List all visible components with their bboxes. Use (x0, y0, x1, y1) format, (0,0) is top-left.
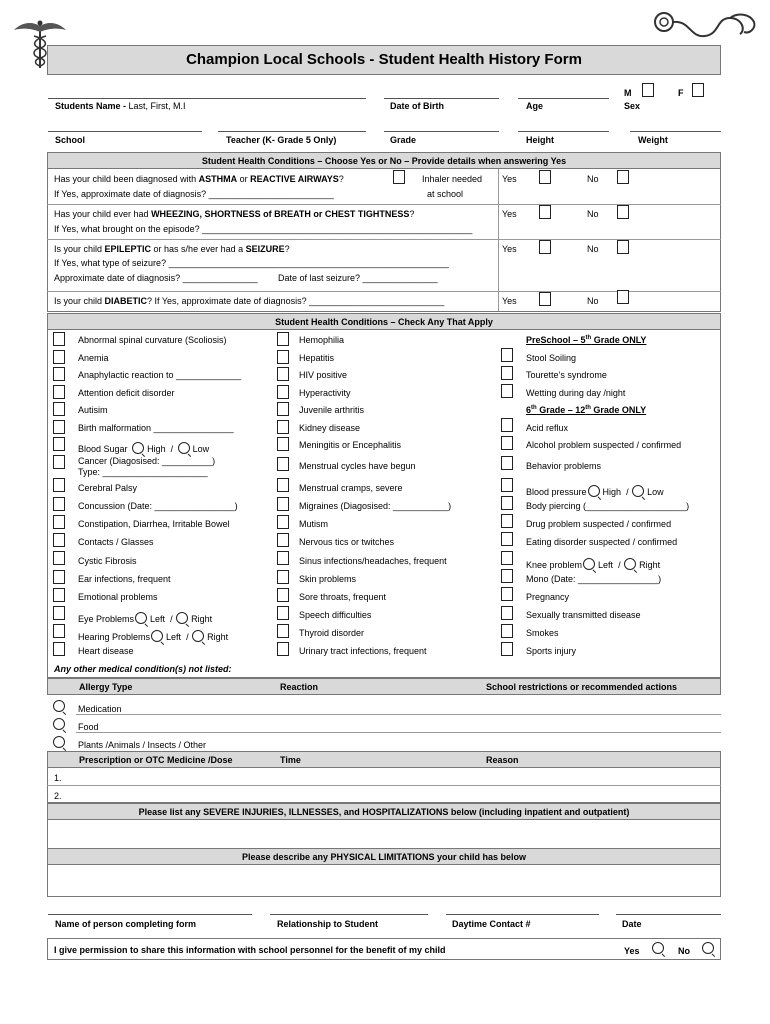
asthma-question: Has your child been diagnosed with ASTHMA or REACTIVE AIRWAYS? (54, 174, 344, 184)
date-label: Date (622, 919, 642, 929)
condition-label: Skin problems (299, 574, 357, 584)
condition-checkbox[interactable] (501, 642, 513, 656)
condition-label: Meningitis or Encephalitis (299, 440, 402, 450)
height-field[interactable] (518, 131, 609, 132)
weight-label: Weight (638, 135, 668, 145)
blood-pressure-row: Blood pressure High / Low (526, 487, 664, 497)
asthma-yes-label: Yes (502, 174, 517, 184)
medicine-row-2[interactable]: 2. (54, 791, 62, 801)
medicine-name-heading: Prescription or OTC Medicine /Dose (79, 755, 233, 765)
contact-label: Daytime Contact # (452, 919, 531, 929)
medicine-row-1[interactable]: 1. (54, 773, 62, 783)
sex-f-label: F (678, 88, 684, 98)
condition-checkbox[interactable] (53, 385, 65, 399)
medicine-reason-heading: Reason (486, 755, 519, 765)
condition-label: Anaphylactic reaction to _____________ (78, 370, 242, 380)
condition-label: Wetting during day /night (526, 388, 626, 398)
condition-label: Concussion (Date: ________________) (78, 501, 238, 511)
permission-yes-radio[interactable] (652, 942, 664, 954)
condition-checkbox[interactable] (501, 551, 513, 565)
grade-field[interactable] (384, 131, 499, 132)
allergy-item: Food (78, 722, 99, 732)
condition-label: Urinary tract infections, frequent (299, 646, 427, 656)
epilepsy-yes-label: Yes (502, 244, 517, 254)
condition-checkbox[interactable] (53, 332, 65, 346)
condition-label: Attention deficit disorder (78, 388, 175, 398)
grade6-12-heading: 6th Grade – 12th Grade ONLY (526, 405, 647, 415)
condition-checkbox[interactable] (501, 478, 513, 492)
condition-checkbox[interactable] (53, 437, 65, 451)
condition-checkbox[interactable] (53, 642, 65, 656)
dob-label: Date of Birth (390, 101, 444, 111)
cancer-type: Type: _____________________ (78, 467, 208, 477)
knee-problem-row: Knee problem Left / Right (526, 560, 661, 570)
school-field[interactable] (48, 131, 202, 132)
medicine-time-heading: Time (280, 755, 301, 765)
condition-checkbox[interactable] (53, 455, 65, 469)
seizure-type: If Yes, what type of seizure? ________________________________________________________ (54, 258, 449, 268)
condition-checkbox[interactable] (277, 367, 289, 381)
condition-checkbox[interactable] (53, 570, 65, 584)
sex-m-checkbox[interactable] (642, 83, 654, 97)
wheeze-no-label: No (587, 209, 599, 219)
permission-no-label: No (678, 946, 690, 956)
condition-checkbox[interactable] (277, 350, 289, 364)
epilepsy-no-checkbox[interactable] (617, 240, 629, 254)
condition-label: Tourette’s syndrome (526, 370, 607, 380)
condition-label: Body piercing (____________________) (526, 501, 690, 511)
condition-label: Behavior problems (526, 461, 602, 471)
allergy-medication-radio[interactable] (53, 700, 65, 712)
allergy-food-radio[interactable] (53, 718, 65, 730)
inhaler-label: Inhaler needed (422, 174, 483, 184)
condition-checkbox[interactable] (501, 456, 513, 470)
condition-checkbox[interactable] (53, 624, 65, 638)
condition-label: Anemia (78, 353, 109, 363)
conditions-header: Student Health Conditions – Choose Yes or No – Provide details when answering Yes (47, 152, 721, 169)
medicine-header (47, 751, 721, 768)
condition-checkbox[interactable] (277, 588, 289, 602)
condition-checkbox[interactable] (501, 569, 513, 583)
blood-sugar-low-radio[interactable] (178, 442, 190, 454)
asthma-no-checkbox[interactable] (617, 170, 629, 184)
contact-field[interactable] (446, 914, 599, 915)
condition-label: HIV positive (299, 370, 348, 380)
weight-field[interactable] (630, 131, 721, 132)
diabetic-yes-checkbox[interactable] (539, 292, 551, 306)
condition-checkbox[interactable] (501, 496, 513, 510)
school-label: School (55, 135, 86, 145)
condition-label: Birth malformation ________________ (78, 423, 234, 433)
relationship-label: Relationship to Student (277, 919, 378, 929)
condition-label: Heart disease (78, 646, 134, 656)
epilepsy-question: Is your child EPILEPTIC or has s/he ever had a SEIZURE? (54, 244, 290, 254)
condition-checkbox[interactable] (277, 533, 289, 547)
sex-f-checkbox[interactable] (692, 83, 704, 97)
teacher-field[interactable] (218, 131, 366, 132)
wheeze-question: Has your child ever had WHEEZING, SHORTNESS of BREATH or CHEST TIGHTNESS? (54, 209, 415, 219)
condition-checkbox[interactable] (53, 551, 65, 565)
permission-yes-label: Yes (624, 946, 640, 956)
condition-label: Mono (Date: ________________) (526, 574, 662, 584)
condition-checkbox[interactable] (277, 332, 289, 346)
condition-label: Kidney disease (299, 423, 361, 433)
condition-checkbox[interactable] (53, 515, 65, 529)
wheeze-yes-label: Yes (502, 209, 517, 219)
blood-sugar-row: Blood Sugar High / Low (78, 444, 210, 454)
wheeze-yes-checkbox[interactable] (539, 205, 551, 219)
seizure-last-date: Date of last seizure? _______________ (278, 273, 438, 283)
condition-checkbox[interactable] (501, 606, 513, 620)
condition-checkbox[interactable] (53, 478, 65, 492)
condition-checkbox[interactable] (277, 437, 289, 451)
allergy-row-line (76, 732, 721, 733)
condition-label: Ear infections, frequent (78, 574, 171, 584)
condition-checkbox[interactable] (53, 367, 65, 381)
condition-checkbox[interactable] (501, 624, 513, 638)
sex-m-label: M (624, 88, 632, 98)
dob-field[interactable] (384, 98, 499, 99)
diabetic-yes-label: Yes (502, 296, 517, 306)
condition-label: Thyroid disorder (299, 628, 365, 638)
condition-checkbox[interactable] (501, 587, 513, 601)
sex-label: Sex (624, 101, 641, 111)
condition-label: Emotional problems (78, 592, 158, 602)
condition-checkbox[interactable] (53, 533, 65, 547)
condition-checkbox[interactable] (501, 384, 513, 398)
age-label: Age (526, 101, 544, 111)
allergy-restrict-heading: School restrictions or recommended actions (486, 682, 678, 692)
condition-label: Cancer (Diagosised: __________) (78, 456, 216, 466)
allergy-other-radio[interactable] (53, 736, 65, 748)
injuries-header: Please list any SEVERE INJURIES, ILLNESSES, and HOSPITALIZATIONS below (including inpatient and outpatient) (47, 803, 721, 820)
knee-right-radio[interactable] (624, 558, 636, 570)
form-title: Champion Local Schools - Student Health History Form (47, 45, 721, 75)
knee-left-radio[interactable] (583, 558, 595, 570)
allergy-header (47, 678, 721, 695)
condition-checkbox[interactable] (277, 457, 289, 471)
blood-sugar-high-radio[interactable] (132, 442, 144, 454)
condition-label: Hyperactivity (299, 388, 351, 398)
completer-name-field[interactable] (48, 914, 252, 915)
student-name-field[interactable] (48, 98, 366, 99)
condition-checkbox[interactable] (53, 402, 65, 416)
inhaler-label-2: at school (427, 189, 464, 199)
condition-checkbox[interactable] (501, 514, 513, 528)
condition-checkbox[interactable] (53, 497, 65, 511)
date-field[interactable] (616, 914, 721, 915)
condition-label: Autisim (78, 405, 108, 415)
condition-label: Constipation, Diarrhea, Irritable Bowel (78, 519, 230, 529)
condition-checkbox[interactable] (277, 420, 289, 434)
condition-checkbox[interactable] (501, 348, 513, 362)
condition-label: Nervous tics or twitches (299, 537, 395, 547)
condition-checkbox[interactable] (501, 418, 513, 432)
condition-checkbox[interactable] (53, 420, 65, 434)
allergy-reaction-heading: Reaction (280, 682, 319, 692)
condition-checkbox[interactable] (277, 570, 289, 584)
condition-label: Pregnancy (526, 592, 570, 602)
eye-left-radio[interactable] (135, 612, 147, 624)
condition-label: Smokes (526, 628, 559, 638)
diabetic-no-checkbox[interactable] (617, 290, 629, 304)
condition-checkbox[interactable] (53, 350, 65, 364)
bp-low-radio[interactable] (632, 485, 644, 497)
condition-label: Cerebral Palsy (78, 483, 138, 493)
condition-label: Hemophilia (299, 335, 345, 345)
condition-checkbox[interactable] (277, 515, 289, 529)
condition-label: Contacts / Glasses (78, 537, 154, 547)
preschool-heading: PreSchool – 5th Grade ONLY (526, 335, 647, 345)
condition-checkbox[interactable] (53, 606, 65, 620)
condition-checkbox[interactable] (277, 497, 289, 511)
stethoscope-icon (650, 10, 760, 44)
hearing-right-radio[interactable] (192, 630, 204, 642)
divider (47, 785, 721, 786)
eye-problems-row: Eye Problems Left / Right (78, 614, 213, 624)
hearing-problems-row: Hearing Problems Left / Right (78, 632, 229, 642)
diabetic-question: Is your child DIABETIC? If Yes, approximate date of diagnosis? ___________________________ (54, 296, 445, 306)
physical-header: Please describe any PHYSICAL LIMITATIONS your child has below (47, 848, 721, 865)
allergy-item: Plants /Animals / Insects / Other (78, 740, 207, 750)
eye-right-radio[interactable] (176, 612, 188, 624)
diabetic-no-label: No (587, 296, 599, 306)
condition-checkbox[interactable] (53, 588, 65, 602)
physical-field[interactable] (47, 864, 721, 897)
condition-label: Migraines (Diagosised: ___________) (299, 501, 452, 511)
relationship-field[interactable] (270, 914, 428, 915)
condition-label: Cystic Fibrosis (78, 556, 137, 566)
condition-label: Sexually transmitted disease (526, 610, 641, 620)
age-field[interactable] (518, 98, 609, 99)
height-label: Height (526, 135, 554, 145)
condition-checkbox[interactable] (501, 366, 513, 380)
condition-checkbox[interactable] (277, 478, 289, 492)
condition-label: Mutism (299, 519, 328, 529)
completer-name-label: Name of person completing form (55, 919, 197, 929)
condition-label: Sports injury (526, 646, 577, 656)
grade-label: Grade (390, 135, 417, 145)
divider (498, 169, 499, 311)
allergy-row-line (76, 714, 721, 715)
condition-label: Drug problem suspected / confirmed (526, 519, 672, 529)
wheeze-episode: If Yes, what brought on the episode? ______________________________________________________ (54, 224, 473, 234)
permission-text: I give permission to share this information with school personnel for the benefit of my child (54, 945, 446, 955)
asthma-date: If Yes, approximate date of diagnosis? _________________________ (54, 189, 334, 199)
condition-label: Sinus infections/headaches, frequent (299, 556, 447, 566)
bp-high-radio[interactable] (588, 485, 600, 497)
condition-label: Abnormal spinal curvature (Scoliosis) (78, 335, 227, 345)
condition-label: Eating disorder suspected / confirmed (526, 537, 678, 547)
check-header: Student Health Conditions – Check Any That Apply (47, 313, 721, 330)
condition-label: Menstrual cramps, severe (299, 483, 403, 493)
epilepsy-yes-checkbox[interactable] (539, 240, 551, 254)
condition-label: Acid reflux (526, 423, 569, 433)
condition-checkbox[interactable] (501, 532, 513, 546)
permission-no-radio[interactable] (702, 942, 714, 954)
seizure-approx-date: Approximate date of diagnosis? _______________ (54, 273, 258, 283)
epilepsy-no-label: No (587, 244, 599, 254)
asthma-no-label: No (587, 174, 599, 184)
condition-checkbox[interactable] (277, 385, 289, 399)
condition-checkbox[interactable] (277, 606, 289, 620)
condition-label: Alcohol problem suspected / confirmed (526, 440, 682, 450)
injuries-field[interactable] (47, 819, 721, 849)
hearing-left-radio[interactable] (151, 630, 163, 642)
allergy-item: Medication (78, 704, 122, 714)
allergy-type-heading: Allergy Type (79, 682, 133, 692)
wheeze-no-checkbox[interactable] (617, 205, 629, 219)
asthma-yes-checkbox[interactable] (539, 170, 551, 184)
condition-label: Menstrual cycles have begun (299, 461, 416, 471)
condition-checkbox[interactable] (277, 624, 289, 638)
condition-checkbox[interactable] (501, 436, 513, 450)
condition-checkbox[interactable] (277, 642, 289, 656)
student-name-label: Students Name - Last, First, M.I (55, 101, 186, 111)
condition-label: Hepatitis (299, 353, 335, 363)
condition-checkbox[interactable] (277, 551, 289, 565)
teacher-label: Teacher (K- Grade 5 Only) (226, 135, 337, 145)
condition-label: Sore throats, frequent (299, 592, 387, 602)
other-conditions-label: Any other medical condition(s) not listed: (54, 664, 232, 674)
inhaler-checkbox[interactable] (393, 170, 405, 184)
condition-label: Speech difficulties (299, 610, 372, 620)
condition-checkbox[interactable] (277, 402, 289, 416)
condition-label: Stool Soiling (526, 353, 577, 363)
condition-label: Juvenile arthritis (299, 405, 365, 415)
